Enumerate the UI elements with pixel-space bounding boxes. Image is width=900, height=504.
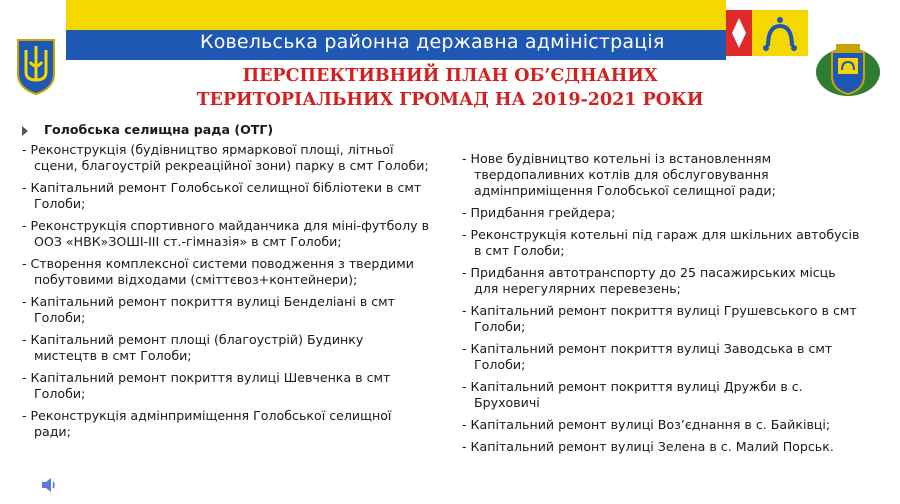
list-item: - Капітальний ремонт вулиці Зелена в с. Малий Порськ. bbox=[462, 439, 834, 454]
list-item: - Капітальний ремонт покриття вулиці Грушевського в смт Голоби; bbox=[462, 303, 857, 334]
list-item: - Капітальний ремонт покриття вулиці Заводська в смт Голоби; bbox=[462, 341, 833, 372]
list-item: - Реконструкція адмінприміщення Голобської селищної ради; bbox=[22, 408, 392, 439]
district-flag-icon bbox=[726, 10, 808, 56]
list-item: - Капітальний ремонт покриття вулиці Дружби в с. Бруховичі bbox=[462, 379, 803, 410]
list-item: - Капітальний ремонт покриття вулиці Бенделіані в смт Голоби; bbox=[22, 294, 396, 325]
banner-yellow-stripe bbox=[66, 0, 726, 30]
speaker-icon[interactable] bbox=[40, 476, 58, 494]
community-heading-text: Голобська селищна рада (ОТГ) bbox=[44, 122, 274, 137]
page-title-line-2: ТЕРИТОРІАЛЬНИХ ГРОМАД НА 2019-2021 РОКИ bbox=[196, 90, 704, 110]
list-item: - Реконструкція спортивного майданчика для міні-футболу в ООЗ «НВК»ЗОШІ-ІІІ ст.-гімназія» в смт Голоби; bbox=[22, 218, 430, 249]
bullet-arrow-icon bbox=[22, 126, 28, 136]
right-column bbox=[462, 151, 862, 461]
banner-title: Ковельська районна державна адміністрація bbox=[200, 31, 665, 53]
list-item: - Створення комплексної системи поводження з твердими побутовими відходами (сміттєвоз+контейнери); bbox=[22, 256, 414, 287]
list-item: - Реконструкція котельні під гараж для шкільних автобусів в смт Голоби; bbox=[462, 227, 860, 258]
list-item: - Реконструкція (будівництво ярмаркової площі, літньої сцени, благоустрій рекреаційної зони) парку в смт Голоби; bbox=[22, 142, 429, 173]
community-heading bbox=[22, 122, 430, 138]
left-column bbox=[22, 122, 430, 446]
page-title-line-1: ПЕРСПЕКТИВНИЙ ПЛАН ОБ’ЄДНАНИХ bbox=[242, 66, 658, 86]
list-item: - Капітальний ремонт Голобської селищної бібліотеки в смт Голоби; bbox=[22, 180, 422, 211]
list-item: - Капітальний ремонт вулиці Воз’єднання в с. Байківці; bbox=[462, 417, 831, 432]
list-item: - Придбання автотранспорту до 25 пасажирських місць для нерегулярних перевезень; bbox=[462, 265, 836, 296]
list-item: - Придбання грейдера; bbox=[462, 205, 616, 220]
list-item: - Нове будівництво котельні із встановленням твердопаливних котлів для обслуговування адмінприміщення Голобської селищної ради; bbox=[462, 151, 776, 198]
list-item: - Капітальний ремонт площі (благоустрій) Будинку мистецтв в смт Голоби; bbox=[22, 332, 364, 363]
list-item: - Капітальний ремонт покриття вулиці Шевченка в смт Голоби; bbox=[22, 370, 391, 401]
